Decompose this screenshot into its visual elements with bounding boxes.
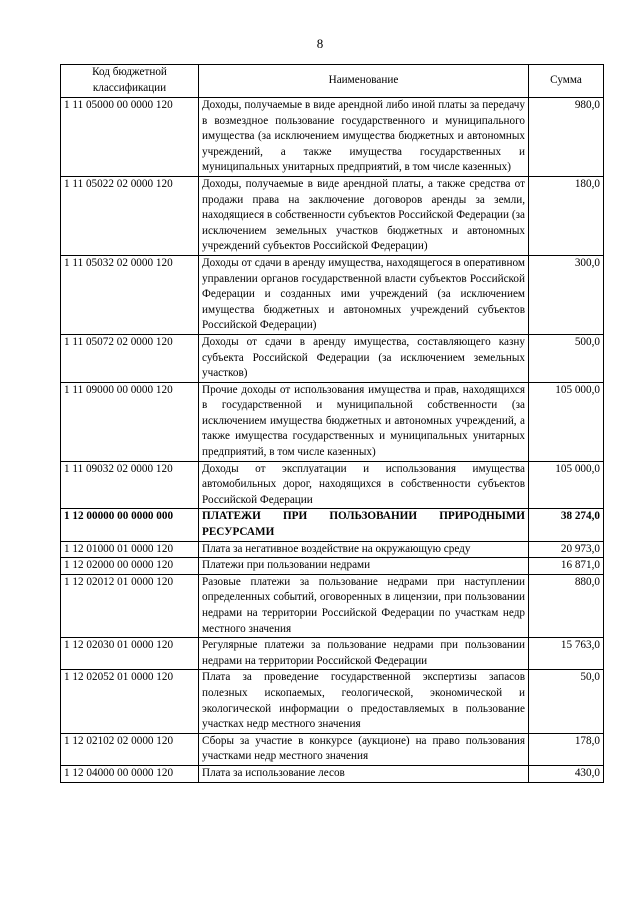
row-code: 1 12 02012 01 0000 120 — [61, 574, 199, 637]
row-sum: 38 274,0 — [529, 509, 604, 541]
row-sum: 50,0 — [529, 670, 604, 733]
table-row — [61, 765, 604, 782]
row-name: Доходы от сдачи в аренду имущества, составляющего казну субъекта Российской Федерации (за исключением земельных участков) — [199, 334, 529, 382]
page-number: 8 — [316, 36, 324, 51]
table-row — [61, 98, 604, 177]
row-code: 1 11 05072 02 0000 120 — [61, 334, 199, 382]
row-name: Разовые платежи за пользование недрами при наступлении определенных событий, оговоренных в лицензии, при пользовании недрами на территории Российской Федерации по участкам недр местного значения — [199, 574, 529, 637]
row-code: 1 11 09000 00 0000 120 — [61, 382, 199, 461]
row-name: Регулярные платежи за пользование недрами при пользовании недрами на территории Российской Федерации — [199, 638, 529, 670]
table-row — [61, 176, 604, 255]
row-sum: 105 000,0 — [529, 382, 604, 461]
table-row — [61, 638, 604, 670]
row-sum: 880,0 — [529, 574, 604, 637]
row-sum: 500,0 — [529, 334, 604, 382]
row-sum: 980,0 — [529, 98, 604, 177]
row-name: Доходы, получаемые в виде арендной платы, а также средства от продажи права на заключение договоров аренды за земли, находящиеся в собственности субъектов Российской Федерации (за исключением земельных участков бюджетных и автономных учреждений субъектов Российской Федерации) — [199, 176, 529, 255]
row-code: 1 11 05000 00 0000 120 — [61, 98, 199, 177]
row-code: 1 11 05022 02 0000 120 — [61, 176, 199, 255]
table-row — [61, 574, 604, 637]
header-code: Код бюджетной классификации — [61, 65, 199, 98]
table-row — [61, 541, 604, 558]
row-sum: 15 763,0 — [529, 638, 604, 670]
row-sum: 105 000,0 — [529, 461, 604, 509]
row-name: ПЛАТЕЖИ ПРИ ПОЛЬЗОВАНИИ ПРИРОДНЫМИ РЕСУРСАМИ — [199, 509, 529, 541]
row-name: Платежи при пользовании недрами — [199, 558, 529, 575]
row-code: 1 11 09032 02 0000 120 — [61, 461, 199, 509]
row-name: Доходы от сдачи в аренду имущества, находящегося в оперативном управлении органов государственной власти субъектов Российской Федерации и созданных ими учреждений (за исключением имущества бюджетных и автономных учреждений субъектов Российской Федерации) — [199, 255, 529, 334]
header-sum: Сумма — [529, 65, 604, 98]
row-code: 1 12 02030 01 0000 120 — [61, 638, 199, 670]
row-code: 1 12 02102 02 0000 120 — [61, 733, 199, 765]
row-name: Сборы за участие в конкурсе (аукционе) на право пользования участками недр местного значения — [199, 733, 529, 765]
row-sum: 300,0 — [529, 255, 604, 334]
table-row — [61, 255, 604, 334]
table-row — [61, 461, 604, 509]
row-sum: 180,0 — [529, 176, 604, 255]
row-code: 1 12 04000 00 0000 120 — [61, 765, 199, 782]
row-sum: 20 973,0 — [529, 541, 604, 558]
row-name: Прочие доходы от использования имущества и прав, находящихся в государственной и муниципальной собственности (за исключением имущества бюджетных и автономных учреждений, а также имущества государственных и муниципальных унитарных предприятий, в том числе казенных) — [199, 382, 529, 461]
budget-table — [60, 64, 604, 783]
table-row — [61, 334, 604, 382]
row-sum: 430,0 — [529, 765, 604, 782]
row-code: 1 12 00000 00 0000 000 — [61, 509, 199, 541]
row-name: Плата за использование лесов — [199, 765, 529, 782]
row-code: 1 12 02000 00 0000 120 — [61, 558, 199, 575]
row-code: 1 12 01000 01 0000 120 — [61, 541, 199, 558]
header-name: Наименование — [199, 65, 529, 98]
row-code: 1 12 02052 01 0000 120 — [61, 670, 199, 733]
row-name: Доходы, получаемые в виде арендной либо иной платы за передачу в возмездное пользование государственного и муниципального имущества (за исключением имущества бюджетных и автономных учреждений, а также имущества государственных и муниципальных унитарных предприятий, в том числе казенных) — [199, 98, 529, 177]
row-name: Доходы от эксплуатации и использования имущества автомобильных дорог, находящихся в собственности субъектов Российской Федерации — [199, 461, 529, 509]
table-row — [61, 670, 604, 733]
table-row-section-total — [61, 509, 604, 541]
row-name: Плата за негативное воздействие на окружающую среду — [199, 541, 529, 558]
row-sum: 16 871,0 — [529, 558, 604, 575]
row-name: Плата за проведение государственной экспертизы запасов полезных ископаемых, геологической, экономической и экологической информации о предоставляемых в пользование участках недр местного значения — [199, 670, 529, 733]
table-row — [61, 733, 604, 765]
table-row — [61, 382, 604, 461]
table-header-row — [61, 65, 604, 98]
row-code: 1 11 05032 02 0000 120 — [61, 255, 199, 334]
table-row — [61, 558, 604, 575]
row-sum: 178,0 — [529, 733, 604, 765]
